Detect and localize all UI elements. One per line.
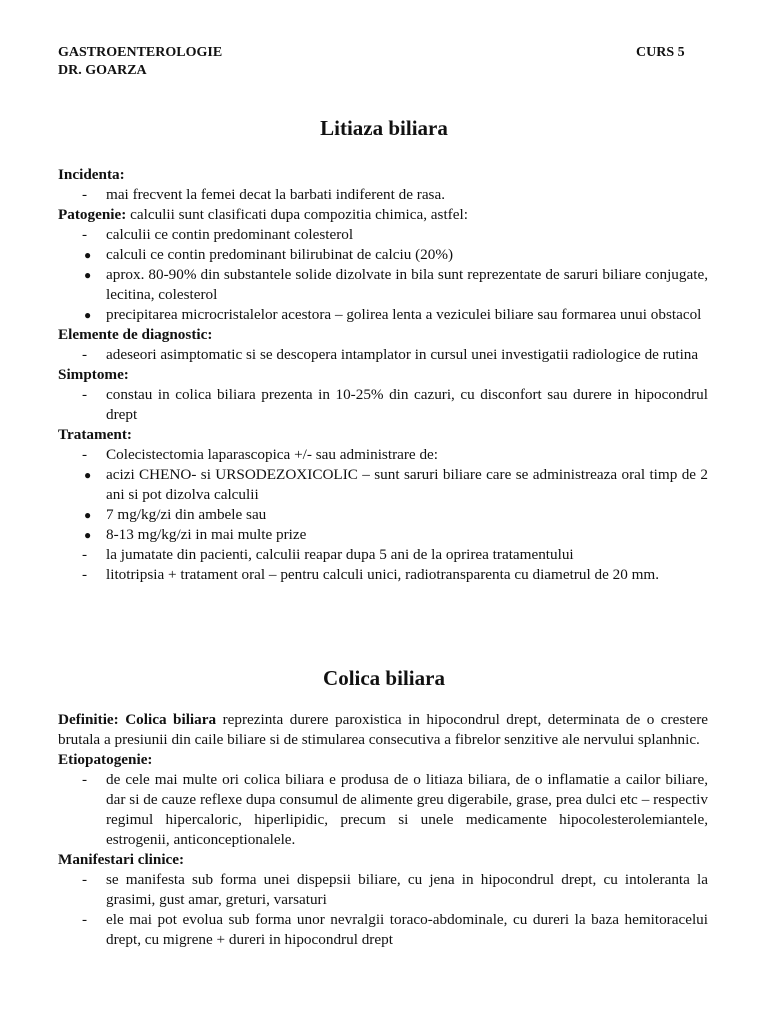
dash-marker: -	[82, 871, 88, 888]
dash-marker: -	[82, 566, 88, 583]
list-item: - ele mai pot evolua sub forma unor nevralgii toraco-abdominale, cu dureri la baza hemitoracelui drept, cu migrene + dureri in hipocondrul drept	[82, 911, 708, 948]
dash-marker: -	[82, 771, 88, 788]
heading-definitie: Definitie:	[58, 711, 119, 728]
section-colica-content	[58, 710, 708, 950]
dash-marker: -	[82, 446, 88, 463]
list-item: - Colecistectomia laparascopica +/- sau administrare de:	[82, 446, 439, 463]
patogenie-text: calculii sunt clasificati dupa compozitia chimica, astfel:	[130, 206, 468, 223]
bullet-marker: ●	[84, 528, 92, 542]
list-item: - calculii ce contin predominant colesterol	[82, 226, 354, 243]
list-item: ● 8-13 mg/kg/zi in mai multe prize	[84, 526, 307, 543]
list-item: - litotripsia + tratament oral – pentru calculi unici, radiotransparenta cu diametrul de 20 mm.	[82, 566, 660, 583]
list-item: - constau in colica biliara prezenta in 10-25% din cazuri, cu disconfort sau durere in hipocondrul drept	[82, 386, 708, 423]
list-item: - de cele mai multe ori colica biliara e produsa de o litiaza biliara, de o inflamatie a cailor biliare, dar si de cauze reflexe dupa consumul de alimente greu digerabile, grase, prea dulci etc – respectiv regimul hipercaloric, hiperlipidic, precum si unele medicamente hipocolesterolemiantele, estrogenii, anticonceptionalele.	[82, 771, 708, 848]
list-item: - mai frecvent la femei decat la barbati indiferent de rasa.	[82, 186, 446, 203]
dash-marker: -	[82, 386, 88, 403]
list-item: ● precipitarea microcristalelor acestora – golirea lenta a veziculei biliare sau formarea unui obstacol	[84, 306, 702, 323]
definitie-text: reprezinta durere paroxistica in hipocondrul drept, determinata de o crestere brutala a presiunii din caile biliare si de stimularea consecutiva a fibrelor senzitive ale nervului splanhnic.	[58, 711, 709, 748]
heading-simptome: Simptome:	[58, 366, 129, 383]
heading-tratament: Tratament:	[58, 426, 132, 443]
heading-etiopatogenie: Etiopatogenie:	[58, 751, 153, 768]
definitie-term: Colica biliara	[125, 711, 217, 728]
heading-patogenie: Patogenie:	[58, 206, 127, 223]
header-course-number: CURS 5	[636, 45, 685, 60]
dash-marker: -	[82, 546, 88, 563]
title-litiaza-biliara: Litiaza biliara	[320, 116, 448, 140]
dash-marker: -	[82, 346, 88, 363]
dash-marker: -	[82, 186, 88, 203]
definitie-paragraph	[58, 710, 708, 750]
list-item: ● acizi CHENO- si URSODEZOXICOLIC – sunt saruri biliare care se administreaza oral timp de 2 ani si pot dizolva calculii	[84, 466, 708, 503]
dash-marker: -	[82, 911, 88, 928]
list-item: - la jumatate din pacienti, calculii reapar dupa 5 ani de la oprirea tratamentului	[82, 546, 574, 563]
list-item: ● 7 mg/kg/zi din ambele sau	[84, 506, 267, 523]
bullet-marker: ●	[84, 268, 92, 282]
heading-manifestari-clinice: Manifestari clinice:	[58, 851, 185, 868]
title-colica-biliara: Colica biliara	[323, 666, 445, 690]
bullet-marker: ●	[84, 468, 92, 482]
heading-elemente-diagnostic: Elemente de diagnostic:	[58, 326, 213, 343]
dash-marker: -	[82, 226, 88, 243]
list-item: ● aprox. 80-90% din substantele solide dizolvate in bila sunt reprezentate de saruri biliare conjugate, lecitina, colesterol	[84, 266, 708, 303]
header-author: DR. GOARZA	[58, 63, 147, 78]
bullet-marker: ●	[84, 248, 92, 262]
list-item: - se manifesta sub forma unei dispepsii biliare, cu jena in hipocondrul drept, cu intoleranta la grasimi, gust amar, greturi, varsaturi	[82, 871, 708, 908]
section-litiaza-content	[58, 165, 708, 585]
bullet-marker: ●	[84, 308, 92, 322]
list-item: ● calculi ce contin predominant bilirubinat de calciu (20%)	[84, 246, 454, 263]
patogenie-line	[58, 205, 708, 225]
bullet-marker: ●	[84, 508, 92, 522]
header-course-name: GASTROENTEROLOGIE	[58, 45, 223, 60]
heading-incidenta: Incidenta:	[58, 166, 125, 183]
list-item: - adeseori asimptomatic si se descopera intamplator in cursul unei investigatii radiologice de rutina	[82, 346, 699, 363]
